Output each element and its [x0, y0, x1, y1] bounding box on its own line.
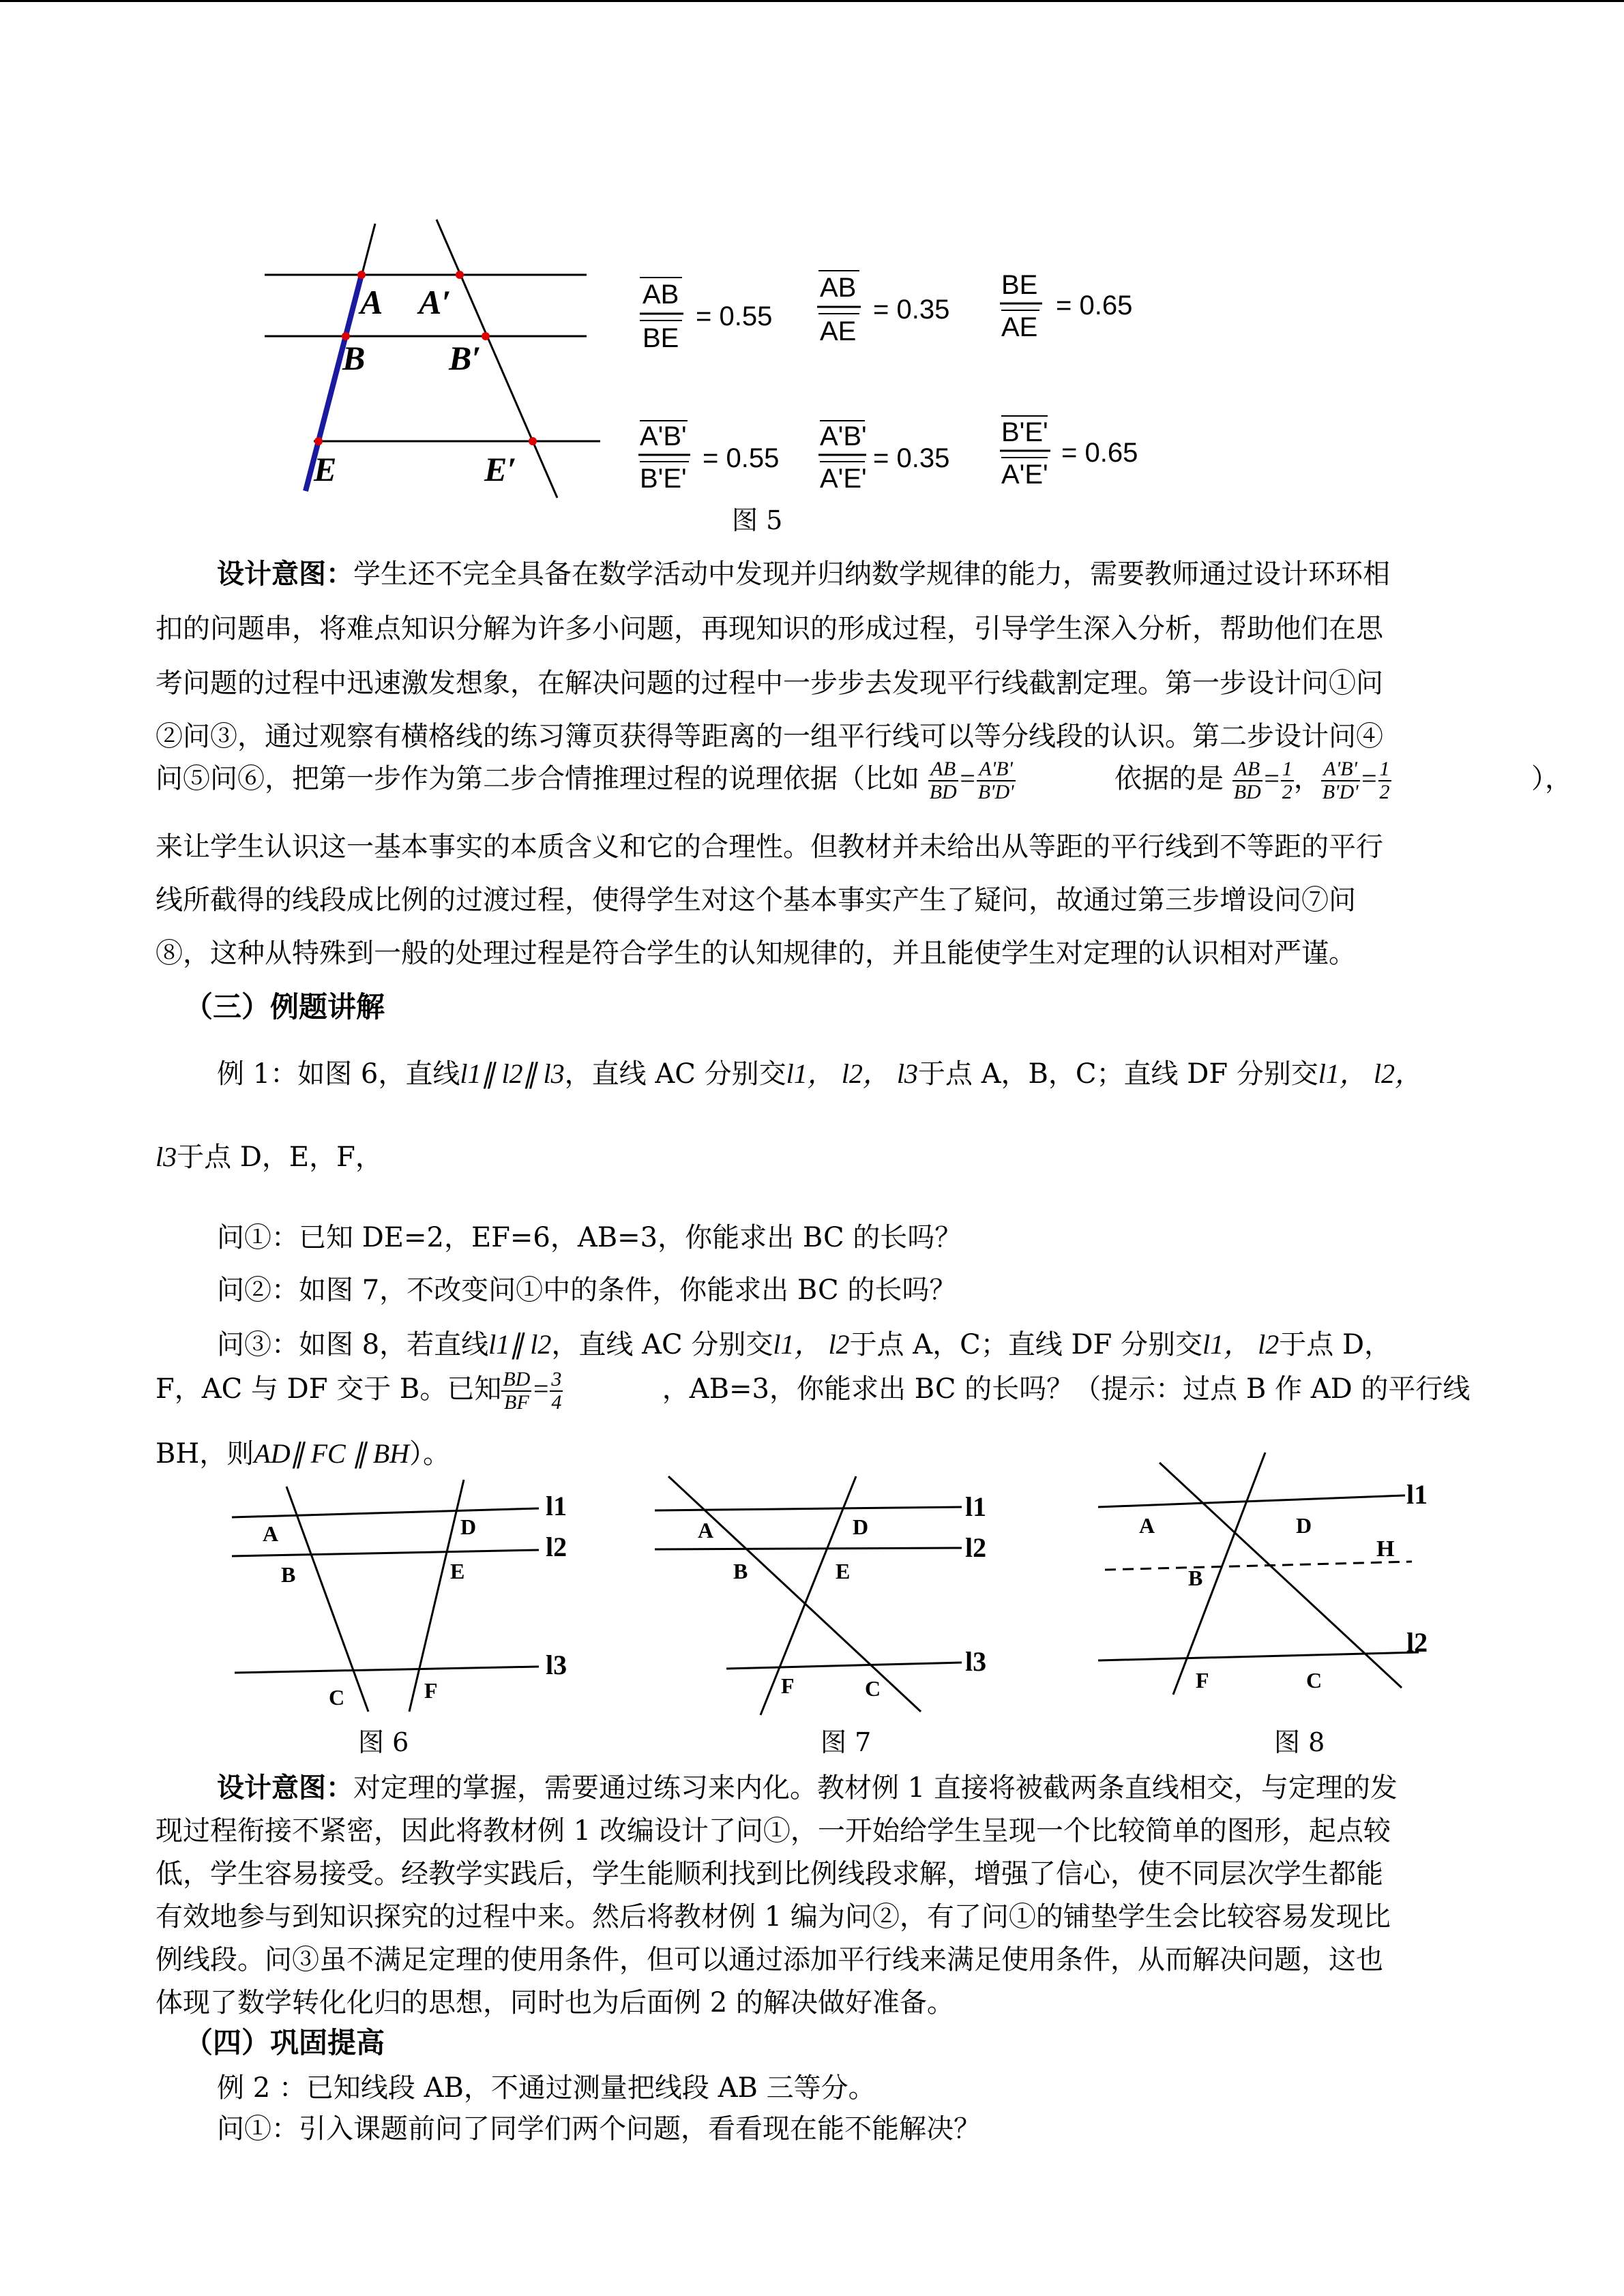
fig7-label-l3: l3: [965, 1646, 987, 1677]
ratio-apbp-bpep: [638, 421, 779, 494]
fig7-label-c: C: [865, 1676, 881, 1701]
fig6-label-l3: l3: [546, 1650, 567, 1680]
label-e: E: [314, 450, 337, 488]
figure-8-caption: 图 8: [1274, 1727, 1325, 1757]
design1-line-1: 设计意图：学生还不完全具备在数学活动中发现并归纳数学规律的能力，需要教师通过设计环环相: [217, 558, 1390, 590]
fig8-label-f: F: [1196, 1668, 1209, 1693]
figure-5-caption: 图 5: [732, 505, 783, 535]
section-4-heading: （四）巩固提高: [184, 2026, 385, 2059]
example1-question-1: 问①：已知 DE=2，EF=6，AB=3，你能求出 BC 的长吗？: [217, 1222, 962, 1253]
figure-5-ratios: [628, 269, 1173, 505]
fig6-label-l2: l2: [546, 1532, 567, 1562]
design2-title: 设计意图：: [217, 1772, 353, 1804]
example1-question-3-cont: F，AC 与 DF 交于 B。已知 $\frac{BD}{BF}$ = $\frac{3}{4}$ ，AB=3，你能求出 BC 的长吗？（提示：过点 B 作 AD 的平行线: [156, 1368, 1471, 1414]
figure-7-diagram: [648, 1470, 1030, 1722]
fig7-label-f: F: [781, 1673, 795, 1698]
design2-line-3: 低，学生容易接受。经教学实践后，学生能顺利找到比例线段求解，增强了信心，使不同层次学生都能: [156, 1858, 1383, 1890]
svg-text:A'E': A'E': [820, 464, 867, 494]
svg-text:A'B': A'B': [640, 421, 687, 451]
design2-line-6: 体现了数学转化化归的思想，同时也为后面例 2 的解决做好准备。: [156, 1987, 954, 2018]
fig8-label-l2: l2: [1406, 1627, 1428, 1658]
design1-line-5: 问⑤问⑥，把第一步作为第二步合情推理过程的说理依据（比如 $\frac{AB}{BD}$ = $\frac{A'B'}{B'D'}$ 依据的是 $\frac{AB}{BD}$ = $\frac{1}{2}$ ， $\frac{A'B'}{B'D'}$ = $\frac{1}{2}$ ），: [156, 758, 1572, 803]
example1-question-3: 问③：如图 8，若直线l1∥ l2，直线 AC 分别交l1， l2于点 A，C；直线 DF 分别交l1， l2于点 D，: [217, 1329, 1392, 1360]
example1-line-2: l3于点 D，E，F，: [156, 1142, 383, 1173]
svg-text:= 0.55: = 0.55: [703, 443, 780, 473]
svg-text:= 0.65: = 0.65: [1061, 438, 1138, 468]
fig6-label-l1: l1: [546, 1491, 567, 1521]
figure-8-diagram: [1084, 1452, 1466, 1712]
example2-line-2: 问①：引入课题前问了同学们两个问题，看看现在能不能解决？: [217, 2113, 981, 2145]
fig7-label-l2: l2: [965, 1532, 987, 1563]
ratio-ab-be: [640, 278, 772, 353]
fraction-one-half: $\frac{1}{2}$: [1282, 758, 1293, 803]
design1-line-4: ②问③，通过观察有横格线的练习簿页获得等距离的一组平行线可以等分线段的认识。第二步设计问④: [156, 721, 1383, 752]
fig6-label-f: F: [424, 1678, 438, 1703]
svg-text:A'B': A'B': [820, 421, 867, 451]
fig6-label-d: D: [460, 1515, 477, 1539]
fig6-label-c: C: [329, 1685, 345, 1710]
label-e-prime: E′: [484, 450, 517, 488]
svg-text:AE: AE: [820, 316, 857, 346]
svg-text:AB: AB: [643, 280, 679, 310]
point-e: [314, 437, 323, 445]
design2-line-2: 现过程衔接不紧密，因此将教材例 1 改编设计了问①，一开始给学生呈现一个比较简单的图形，起点较: [156, 1815, 1391, 1847]
point-b-prime: [482, 332, 490, 340]
fig8-label-d: D: [1296, 1513, 1312, 1538]
design2-line-4: 有效地参与到知识探究的过程中来。然后将教材例 1 编为问②，有了问①的铺垫学生会比较容易发现比: [156, 1901, 1391, 1933]
fig7-label-d: D: [853, 1515, 869, 1539]
svg-text:B'E': B'E': [1001, 417, 1048, 447]
svg-text:B'E': B'E': [640, 464, 687, 494]
example1-question-3-end: BH，则AD∥ FC ∥ BH）。: [156, 1438, 451, 1470]
figure-5-diagram: [252, 211, 607, 505]
fig7-label-l1: l1: [965, 1491, 987, 1522]
figure-6-diagram: [225, 1473, 593, 1718]
fig6-label-a: A: [263, 1521, 279, 1546]
fraction-ab-bd: $\frac{AB}{BD}$: [929, 758, 957, 803]
svg-text:= 0.65: = 0.65: [1056, 290, 1133, 320]
fraction-apbp-bpdp-2: $\frac{A'B'}{B'D'}$: [1322, 758, 1359, 803]
section-3-heading: （三）例题讲解: [184, 990, 385, 1024]
fig8-label-l1: l1: [1406, 1479, 1428, 1510]
fig7-label-a: A: [698, 1518, 714, 1542]
fig8-label-b: B: [1188, 1566, 1203, 1590]
svg-text:= 0.35: = 0.35: [873, 295, 950, 325]
svg-text:AB: AB: [820, 273, 857, 303]
fig7-label-b: B: [733, 1559, 748, 1583]
design2-line-1: 设计意图：对定理的掌握，需要通过练习来内化。教材例 1 直接将被截两条直线相交，与定理的发: [217, 1772, 1398, 1804]
svg-text:BE: BE: [1001, 270, 1038, 300]
label-a: A: [360, 283, 383, 321]
design1-title: 设计意图：: [217, 558, 353, 590]
example1-line-1: 例 1：如图 6，直线l1∥ l2∥ l3，直线 AC 分别交l1， l2， l3于点 A，B，C；直线 DF 分别交l1， l2，: [217, 1058, 1423, 1090]
example1-question-2: 问②：如图 7，不改变问①中的条件，你能求出 BC 的长吗？: [217, 1274, 957, 1306]
ratio-ab-ae: [817, 271, 949, 346]
figure-7-caption: 图 7: [821, 1727, 872, 1757]
label-b: B: [342, 339, 366, 377]
fig7-label-e: E: [836, 1559, 851, 1583]
fraction-three-quarters: $\frac{3}{4}$: [551, 1368, 562, 1414]
design1-line-2: 扣的问题串，将难点知识分解为许多小问题，再现知识的形成过程，引导学生深入分析，帮助他们在思: [156, 613, 1383, 644]
fraction-bd-bf: $\frac{BD}{BF}$: [503, 1368, 531, 1414]
label-b-prime: B′: [449, 339, 482, 377]
figure-6-caption: 图 6: [358, 1727, 409, 1757]
design1-line-6: 来让学生认识这一基本事实的本质含义和它的合理性。但教材并未给出从等距的平行线到不等距的平行: [156, 831, 1383, 863]
fraction-apbp-bpdp: $\frac{A'B'}{B'D'}$: [977, 758, 1014, 803]
fig8-label-a: A: [1139, 1513, 1155, 1538]
design2-line-5: 例线段。问③虽不满足定理的使用条件，但可以通过添加平行线来满足使用条件，从而解决问题，这也: [156, 1944, 1383, 1976]
ratio-apbp-apep: [818, 421, 949, 494]
page-top-border: [0, 0, 1624, 2]
design1-line-8: ⑧，这种从特殊到一般的处理过程是符合学生的认知规律的，并且能使学生对定理的认识相对严谨。: [156, 938, 1356, 969]
point-a-prime: [456, 271, 464, 279]
example2-line-1: 例 2 ：已知线段 AB，不通过测量把线段 AB 三等分。: [217, 2072, 876, 2104]
fraction-ab-bd-2: $\frac{AB}{BD}$: [1233, 758, 1261, 803]
ratio-bpep-apep: [1000, 416, 1138, 490]
fraction-one-half-2: $\frac{1}{2}$: [1379, 758, 1390, 803]
design1-line-3: 考问题的过程中迅速激发想象，在解决问题的过程中一步步去发现平行线截割定理。第一步设计问①问: [156, 668, 1383, 699]
fig6-label-b: B: [281, 1562, 296, 1587]
fig8-label-h: H: [1376, 1536, 1395, 1562]
fig6-label-e: E: [450, 1559, 465, 1583]
point-e-prime: [529, 437, 537, 445]
svg-text:A'E': A'E': [1001, 460, 1048, 490]
fig8-label-c: C: [1306, 1668, 1323, 1693]
label-a-prime: A′: [419, 283, 452, 321]
svg-text:BE: BE: [643, 323, 679, 353]
ratio-be-ae: [1000, 269, 1132, 342]
point-a: [357, 271, 366, 279]
svg-text:= 0.35: = 0.35: [873, 443, 950, 473]
svg-text:AE: AE: [1001, 312, 1038, 342]
svg-text:= 0.55: = 0.55: [696, 301, 773, 331]
design1-line-7: 线所截得的线段成比例的过渡过程，使得学生对这个基本事实产生了疑问，故通过第三步增设问⑦问: [156, 884, 1356, 916]
